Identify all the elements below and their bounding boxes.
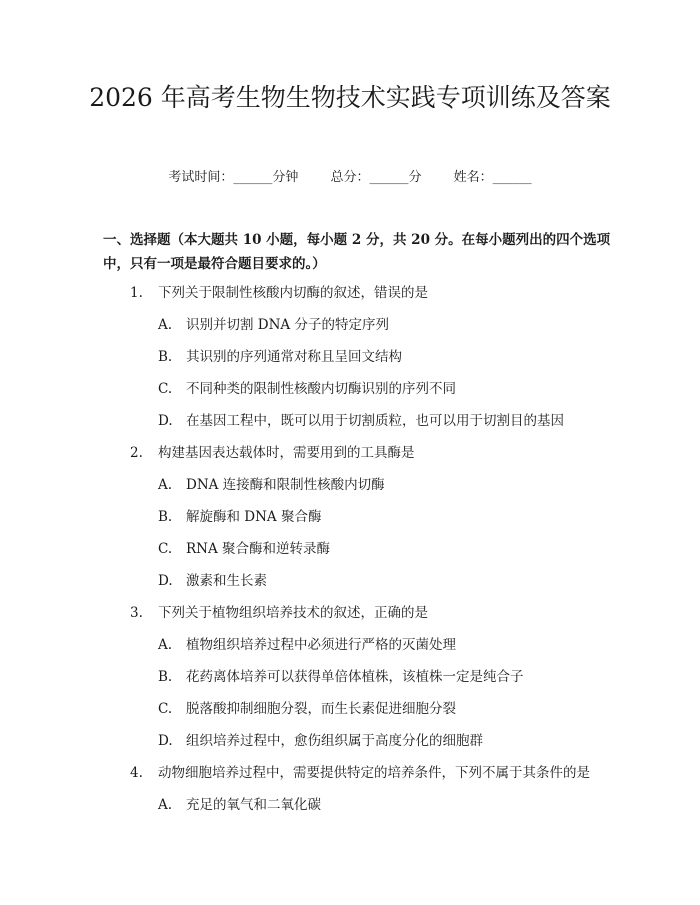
option-text: 不同种类的限制性核酸内切酶识别的序列不同 (186, 381, 456, 397)
question-1 (130, 283, 428, 303)
question-text: 下列关于植物组织培养技术的叙述，正确的是 (158, 605, 428, 621)
option-label: D. (158, 733, 173, 749)
question-number: 2. (130, 445, 143, 461)
question-2-option-d (158, 571, 267, 591)
question-3-option-a (158, 635, 456, 655)
exam-info-line (0, 168, 700, 188)
option-text: 识别并切割 DNA 分子的特定序列 (186, 317, 389, 333)
option-label: C. (158, 701, 173, 717)
option-text: DNA 连接酶和限制性核酸内切酶 (186, 477, 385, 493)
option-label: A. (158, 477, 173, 493)
question-text: 构建基因表达载体时，需要用到的工具酶是 (158, 445, 415, 461)
question-number: 3. (130, 605, 143, 621)
option-text: 植物组织培养过程中必须进行严格的灭菌处理 (186, 637, 456, 653)
question-text: 动物细胞培养过程中，需要提供特定的培养条件，下列不属于其条件的是 (158, 765, 590, 781)
option-label: B. (158, 669, 173, 685)
option-text: 花药离体培养可以获得单倍体植株，该植株一定是纯合子 (186, 669, 524, 685)
option-label: D. (158, 573, 173, 589)
question-3-option-d (158, 731, 483, 751)
exam-time-field: 考试时间：______分钟 (168, 170, 299, 185)
option-label: A. (158, 797, 173, 813)
option-text: 充足的氧气和二氧化碳 (186, 797, 321, 813)
option-label: C. (158, 381, 173, 397)
option-label: C. (158, 541, 173, 557)
question-1-option-b (158, 347, 402, 367)
option-label: A. (158, 637, 173, 653)
question-1-option-c (158, 379, 456, 399)
question-3-option-c (158, 699, 456, 719)
question-1-option-a (158, 315, 389, 335)
question-4-option-a (158, 795, 321, 815)
option-text: RNA 聚合酶和逆转录酶 (186, 541, 331, 557)
question-2-option-a (158, 475, 385, 495)
question-number: 4. (130, 765, 143, 781)
option-label: B. (158, 349, 173, 365)
exam-name-field: 姓名：______ (453, 170, 532, 185)
question-2-option-b (158, 507, 322, 527)
question-3-option-b (158, 667, 524, 687)
option-label: B. (158, 509, 173, 525)
option-text: 解旋酶和 DNA 聚合酶 (186, 509, 322, 525)
option-text: 激素和生长素 (186, 573, 267, 589)
exam-score-field: 总分：______分 (330, 170, 422, 185)
option-text: 脱落酸抑制细胞分裂，而生长素促进细胞分裂 (186, 701, 456, 717)
option-label: D. (158, 413, 173, 429)
option-text: 在基因工程中，既可以用于切割质粒，也可以用于切割目的基因 (186, 413, 564, 429)
question-text: 下列关于限制性核酸内切酶的叙述，错误的是 (158, 285, 428, 301)
document-title: 2026 年高考生物生物技术实践专项训练及答案 (89, 83, 611, 112)
question-number: 1. (130, 285, 143, 301)
option-text: 其识别的序列通常对称且呈回文结构 (186, 349, 402, 365)
section-heading: 一、选择题（本大题共 10 小题，每小题 2 分，共 20 分。在每小题列出的四个选项中，只有一项是最符合题目要求的。） (103, 232, 611, 272)
option-label: A. (158, 317, 173, 333)
question-1-option-d (158, 411, 564, 431)
option-text: 组织培养过程中，愈伤组织属于高度分化的细胞群 (186, 733, 483, 749)
question-3 (130, 603, 428, 623)
question-4 (130, 763, 590, 783)
question-2 (130, 443, 415, 463)
question-2-option-c (158, 539, 331, 559)
